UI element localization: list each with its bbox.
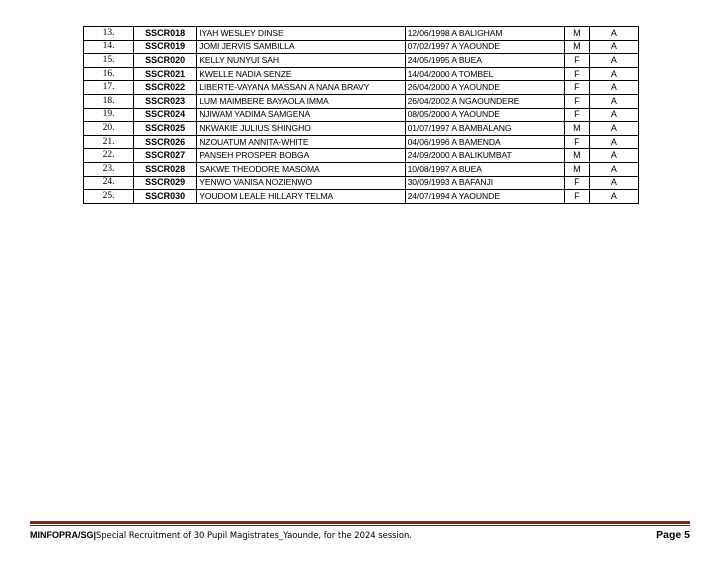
footer-organization: MINFOPRA/SG| — [30, 530, 97, 540]
row-number: 15. — [84, 54, 134, 68]
candidate-status: A — [589, 176, 638, 190]
birth-date-place: 12/06/1998 A BALIGHAM — [405, 27, 564, 41]
candidate-code: SSCR027 — [134, 149, 197, 163]
row-number: 14. — [84, 40, 134, 54]
row-number: 13. — [84, 27, 134, 41]
candidate-sex: M — [564, 162, 589, 176]
footer-rule-thick — [30, 521, 690, 524]
candidate-status: A — [589, 108, 638, 122]
footer-title: Special Recruitment of 30 Pupil Magistrates_Yaounde, for the 2024 session. — [96, 530, 412, 540]
candidate-code: SSCR026 — [134, 135, 197, 149]
candidate-name: NJIWAM YADIMA SAMGENA — [197, 108, 405, 122]
candidate-code: SSCR025 — [134, 122, 197, 136]
birth-date-place: 26/04/2000 A YAOUNDE — [405, 81, 564, 95]
table-row — [84, 190, 639, 204]
table-row — [84, 54, 639, 68]
candidate-sex: F — [564, 67, 589, 81]
candidate-code: SSCR022 — [134, 81, 197, 95]
candidate-sex: F — [564, 94, 589, 108]
candidate-sex: F — [564, 81, 589, 95]
candidate-code: SSCR023 — [134, 94, 197, 108]
candidate-sex: M — [564, 27, 589, 41]
birth-date-place: 04/06/1996 A BAMENDA — [405, 135, 564, 149]
table-row — [84, 94, 639, 108]
footer-caption — [30, 530, 412, 540]
table-row — [84, 67, 639, 81]
candidate-name: PANSEH PROSPER BOBGA — [197, 149, 405, 163]
row-number: 21. — [84, 135, 134, 149]
table-row — [84, 27, 639, 41]
row-number: 20. — [84, 122, 134, 136]
candidate-status: A — [589, 67, 638, 81]
birth-date-place: 10/08/1997 A BUEA — [405, 162, 564, 176]
candidate-sex: M — [564, 40, 589, 54]
candidate-name: IYAH WESLEY DINSE — [197, 27, 405, 41]
candidate-sex: F — [564, 190, 589, 204]
candidate-name: LIBERTE-VAYANA MASSAN A NANA BRAVY — [197, 81, 405, 95]
candidate-status: A — [589, 162, 638, 176]
candidate-code: SSCR018 — [134, 27, 197, 41]
row-number: 17. — [84, 81, 134, 95]
table-row — [84, 81, 639, 95]
birth-date-place: 08/05/2000 A YAOUNDE — [405, 108, 564, 122]
candidate-status: A — [589, 94, 638, 108]
birth-date-place: 01/07/1997 A BAMBALANG — [405, 122, 564, 136]
table-row — [84, 122, 639, 136]
candidate-code: SSCR019 — [134, 40, 197, 54]
candidate-sex: M — [564, 122, 589, 136]
candidate-name: KWELLE NADIA SENZE — [197, 67, 405, 81]
birth-date-place: 24/05/1995 A BUEA — [405, 54, 564, 68]
candidate-name: LUM MAIMBERE BAYAOLA IMMA — [197, 94, 405, 108]
birth-date-place: 30/09/1993 A BAFANJI — [405, 176, 564, 190]
candidate-code: SSCR020 — [134, 54, 197, 68]
table-row — [84, 162, 639, 176]
page-number: Page 5 — [656, 529, 690, 541]
table-row — [84, 176, 639, 190]
candidate-name: JOMI JERVIS SAMBILLA — [197, 40, 405, 54]
birth-date-place: 24/07/1994 A YAOUNDE — [405, 190, 564, 204]
row-number: 25. — [84, 190, 134, 204]
candidate-code: SSCR021 — [134, 67, 197, 81]
birth-date-place: 14/04/2000 A TOMBEL — [405, 67, 564, 81]
candidate-sex: F — [564, 54, 589, 68]
candidate-status: A — [589, 40, 638, 54]
candidate-code: SSCR029 — [134, 176, 197, 190]
candidates-table — [83, 26, 639, 204]
candidate-status: A — [589, 149, 638, 163]
row-number: 24. — [84, 176, 134, 190]
candidate-code: SSCR024 — [134, 108, 197, 122]
candidate-status: A — [589, 27, 638, 41]
candidate-status: A — [589, 122, 638, 136]
candidate-sex: F — [564, 108, 589, 122]
candidate-code: SSCR030 — [134, 190, 197, 204]
candidates-table-body — [84, 27, 639, 204]
candidate-sex: F — [564, 135, 589, 149]
birth-date-place: 26/04/2002 A NGAOUNDERE — [405, 94, 564, 108]
table-row — [84, 149, 639, 163]
candidate-name: NZOUATUM ANNITA-WHITE — [197, 135, 405, 149]
candidate-status: A — [589, 135, 638, 149]
table-row — [84, 135, 639, 149]
row-number: 23. — [84, 162, 134, 176]
row-number: 16. — [84, 67, 134, 81]
candidate-code: SSCR028 — [134, 162, 197, 176]
candidate-status: A — [589, 54, 638, 68]
candidate-status: A — [589, 81, 638, 95]
candidate-sex: M — [564, 149, 589, 163]
candidate-sex: F — [564, 176, 589, 190]
candidate-name: KELLY NUNYUI SAH — [197, 54, 405, 68]
table-row — [84, 108, 639, 122]
candidate-name: NKWAKIE JULIUS SHINGHO — [197, 122, 405, 136]
row-number: 22. — [84, 149, 134, 163]
candidate-name: YOUDOM LEALE HILLARY TELMA — [197, 190, 405, 204]
row-number: 18. — [84, 94, 134, 108]
row-number: 19. — [84, 108, 134, 122]
birth-date-place: 07/02/1997 A YAOUNDE — [405, 40, 564, 54]
candidate-name: SAKWE THEODORE MASOMA — [197, 162, 405, 176]
footer-rule-thin — [30, 525, 690, 526]
candidate-status: A — [589, 190, 638, 204]
candidate-name: YENWO VANISA NOZIENWO — [197, 176, 405, 190]
birth-date-place: 24/09/2000 A BALIKUMBAT — [405, 149, 564, 163]
table-row — [84, 40, 639, 54]
